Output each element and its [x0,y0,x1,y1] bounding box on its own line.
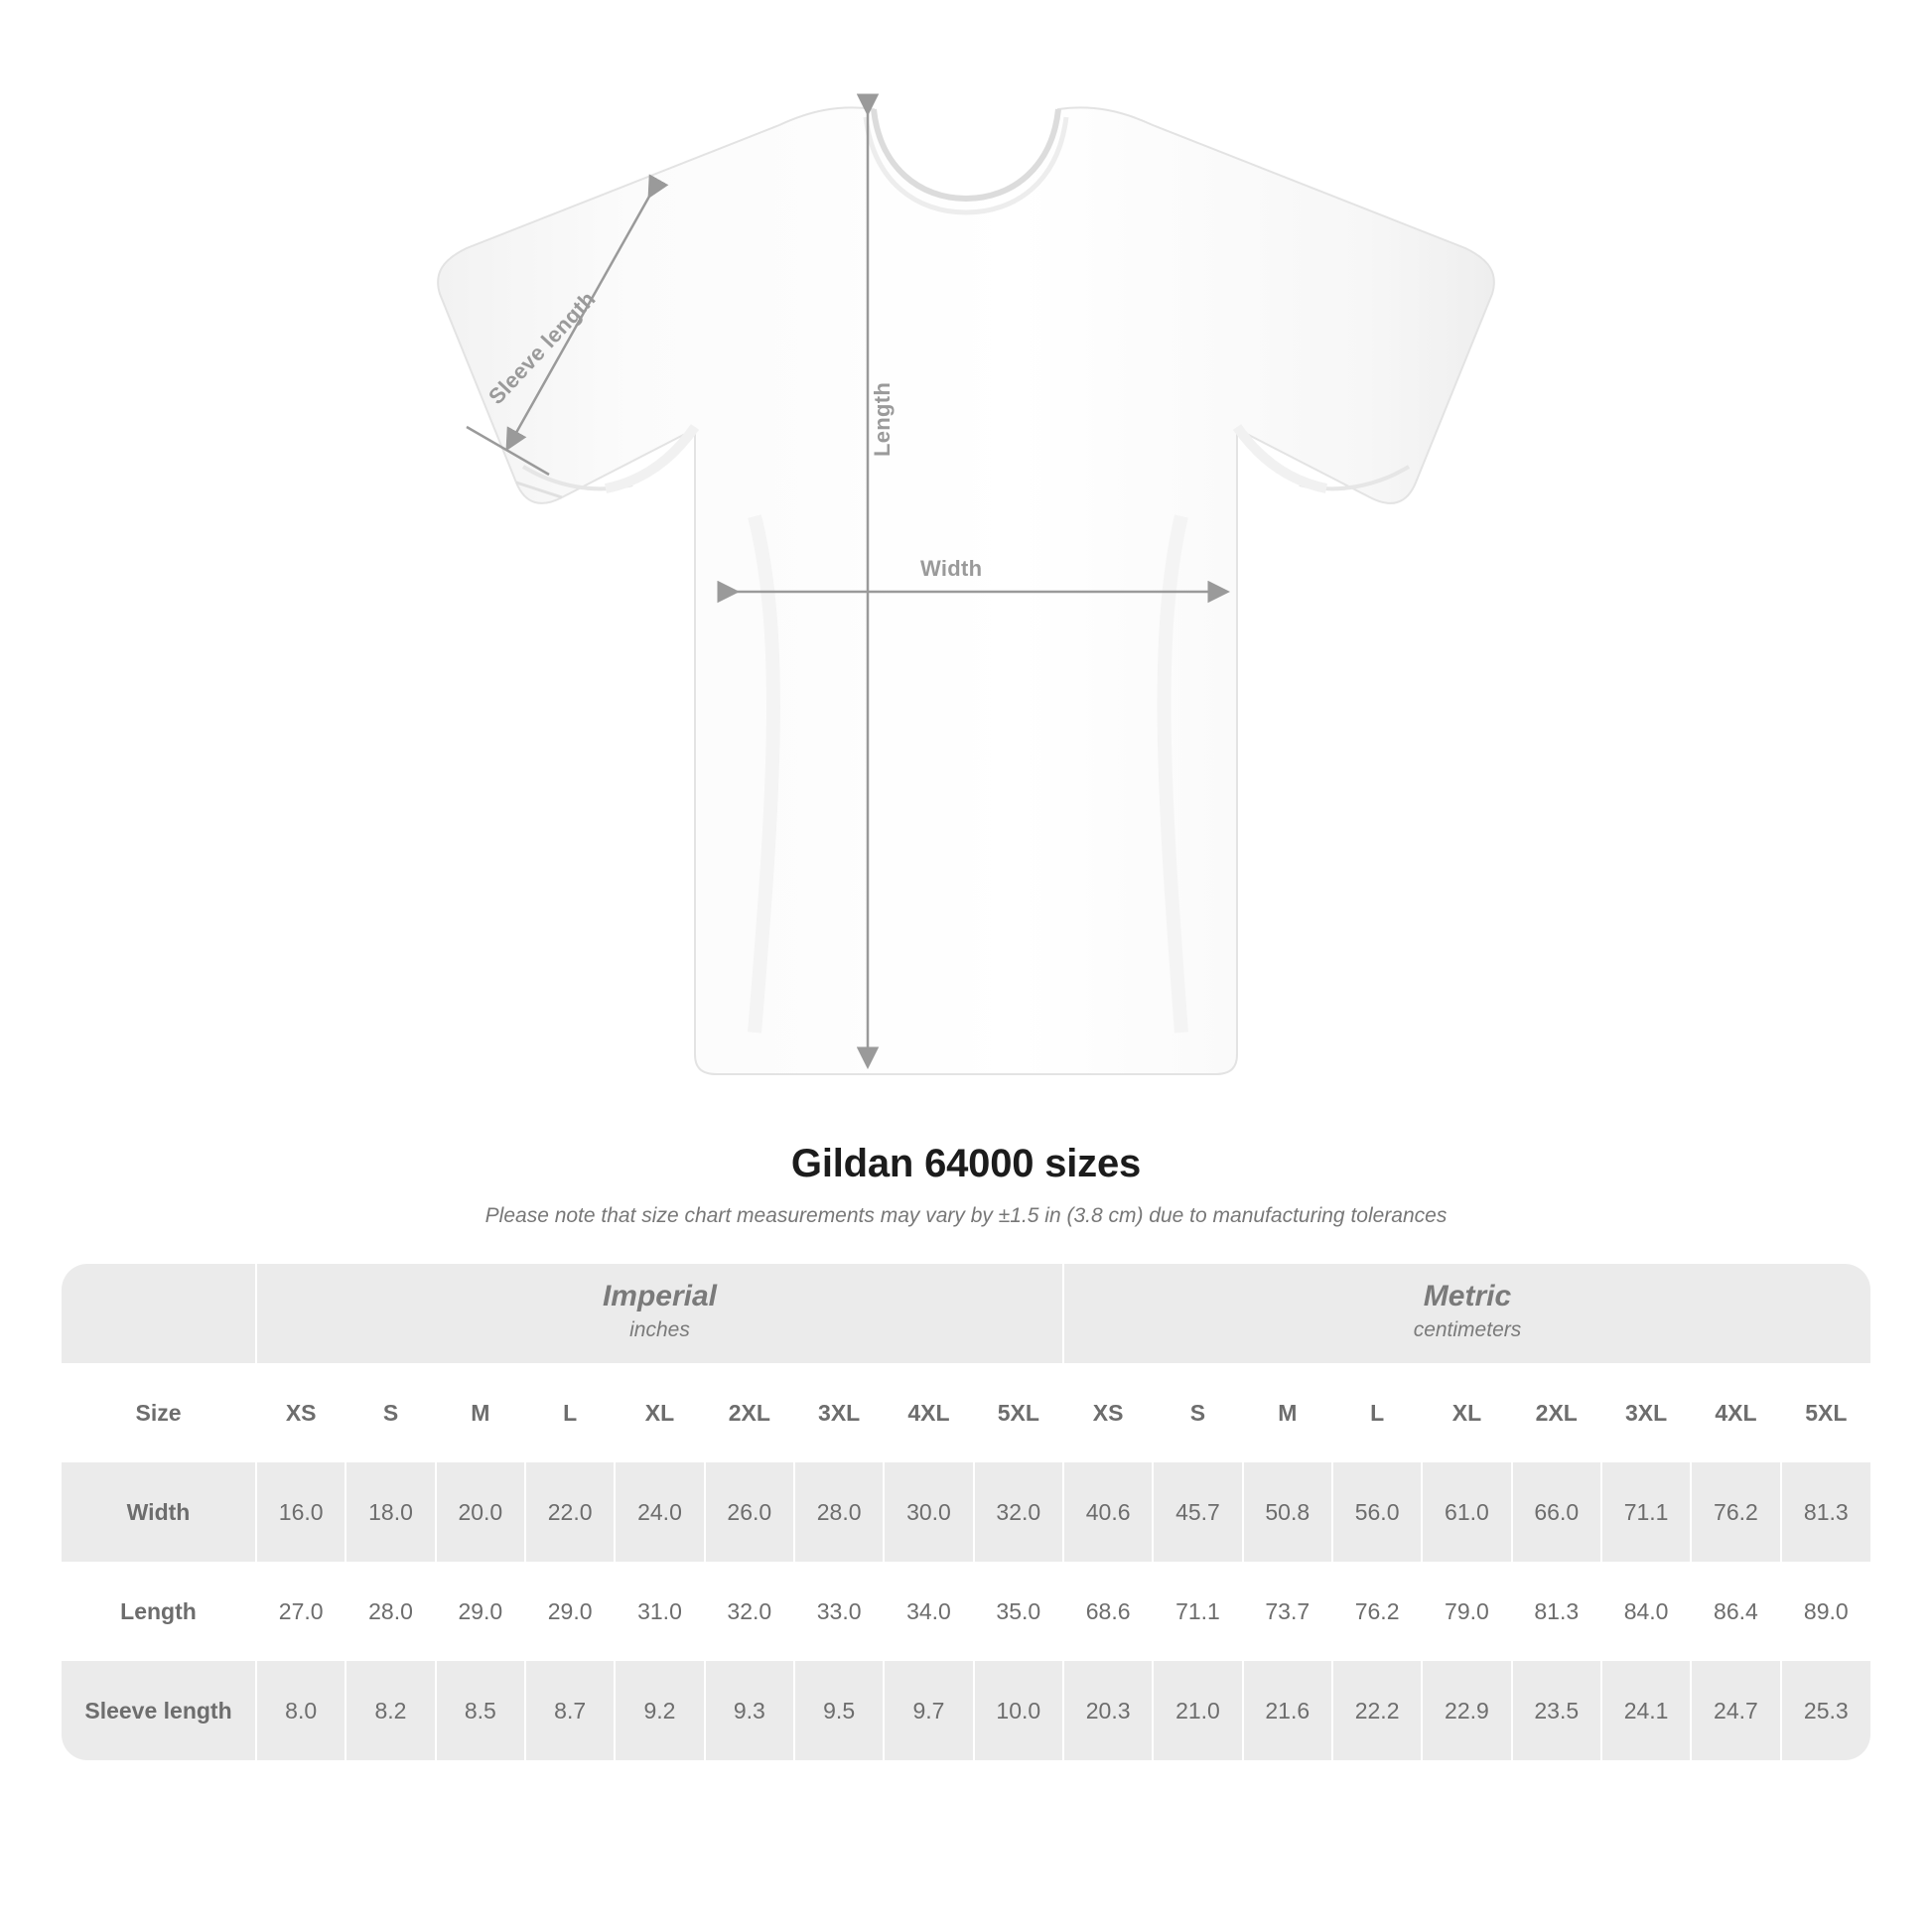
label-width: Width [920,556,983,581]
cell-value: 76.2 [1691,1462,1780,1562]
cell-value: 35.0 [974,1562,1063,1661]
cell-value: 28.0 [345,1562,435,1661]
cell-value: 8.2 [345,1661,435,1760]
cell-value: 31.0 [615,1562,704,1661]
cell-value: 66.0 [1512,1462,1601,1562]
cell-value: 21.0 [1153,1661,1242,1760]
cell-value: 22.2 [1332,1661,1422,1760]
page-title: Gildan 64000 sizes [790,1142,1142,1185]
column-header-row [62,1363,1870,1462]
column-header-metric-4xl: 4XL [1691,1363,1780,1462]
cell-value: 26.0 [705,1462,794,1562]
cell-value: 50.8 [1243,1462,1332,1562]
corner-cell [62,1264,256,1363]
column-header-metric-2xl: 2XL [1512,1363,1601,1462]
cell-value: 20.0 [436,1462,525,1562]
cell-value: 25.3 [1781,1661,1870,1760]
unit-metric-name: Metric [1423,1279,1512,1312]
column-header-imperial-4xl: 4XL [884,1363,973,1462]
cell-value: 22.9 [1422,1661,1511,1760]
column-header-metric-xl: XL [1422,1363,1511,1462]
unit-metric-sub: centimeters [1413,1318,1522,1342]
cell-value: 71.1 [1153,1562,1242,1661]
column-header-metric-s: S [1153,1363,1242,1462]
size-table-wrapper [62,1264,1870,1760]
unit-group-imperial [256,1264,1063,1363]
cell-value: 29.0 [436,1562,525,1661]
row-label-sleeve-length: Sleeve length [62,1661,256,1760]
cell-value: 24.7 [1691,1661,1780,1760]
cell-value: 79.0 [1422,1562,1511,1661]
row-header-size: Size [62,1363,256,1462]
row-label-length: Length [62,1562,256,1661]
cell-value: 9.2 [615,1661,704,1760]
unit-imperial-sub: inches [629,1318,690,1342]
column-header-imperial-l: L [525,1363,615,1462]
cell-value: 76.2 [1332,1562,1422,1661]
title-block [0,1142,1932,1228]
column-header-imperial-2xl: 2XL [705,1363,794,1462]
cell-value: 8.5 [436,1661,525,1760]
cell-value: 30.0 [884,1462,973,1562]
unit-imperial-name: Imperial [602,1279,717,1312]
cell-value: 22.0 [525,1462,615,1562]
cell-value: 24.1 [1601,1661,1691,1760]
size-table-body [62,1462,1870,1760]
cell-value: 21.6 [1243,1661,1332,1760]
cell-value: 32.0 [974,1462,1063,1562]
cell-value: 18.0 [345,1462,435,1562]
cell-value: 27.0 [256,1562,345,1661]
cell-value: 81.3 [1781,1462,1870,1562]
cell-value: 56.0 [1332,1462,1422,1562]
row-label-width: Width [62,1462,256,1562]
cell-value: 86.4 [1691,1562,1780,1661]
cell-value: 40.6 [1063,1462,1153,1562]
cell-value: 9.7 [884,1661,973,1760]
tolerance-note: Please note that size chart measurements may vary by ±1.5 in (3.8 cm) due to manufacturing tolerances [484,1204,1448,1227]
cell-value: 24.0 [615,1462,704,1562]
cell-value: 61.0 [1422,1462,1511,1562]
cell-value: 34.0 [884,1562,973,1661]
column-header-imperial-s: S [345,1363,435,1462]
cell-value: 33.0 [794,1562,884,1661]
cell-value: 89.0 [1781,1562,1870,1661]
table-row [62,1661,1870,1760]
cell-value: 16.0 [256,1462,345,1562]
cell-value: 28.0 [794,1462,884,1562]
column-header-metric-l: L [1332,1363,1422,1462]
cell-value: 84.0 [1601,1562,1691,1661]
cell-value: 32.0 [705,1562,794,1661]
column-header-metric-m: M [1243,1363,1332,1462]
cell-value: 9.5 [794,1661,884,1760]
table-row [62,1562,1870,1661]
label-length: Length [870,381,895,457]
unit-header-row [62,1264,1870,1363]
column-header-imperial-5xl: 5XL [974,1363,1063,1462]
size-table [62,1264,1870,1760]
cell-value: 20.3 [1063,1661,1153,1760]
cell-value: 8.7 [525,1661,615,1760]
column-header-metric-3xl: 3XL [1601,1363,1691,1462]
cell-value: 8.0 [256,1661,345,1760]
cell-value: 9.3 [705,1661,794,1760]
table-row [62,1462,1870,1562]
cell-value: 81.3 [1512,1562,1601,1661]
cell-value: 10.0 [974,1661,1063,1760]
column-header-imperial-3xl: 3XL [794,1363,884,1462]
column-header-imperial-xs: XS [256,1363,345,1462]
cell-value: 29.0 [525,1562,615,1661]
label-sleeve-length: Sleeve length [483,286,601,410]
cell-value: 68.6 [1063,1562,1153,1661]
cell-value: 23.5 [1512,1661,1601,1760]
column-header-imperial-m: M [436,1363,525,1462]
cell-value: 73.7 [1243,1562,1332,1661]
cell-value: 45.7 [1153,1462,1242,1562]
column-header-metric-xs: XS [1063,1363,1153,1462]
column-header-metric-5xl: 5XL [1781,1363,1870,1462]
column-header-imperial-xl: XL [615,1363,704,1462]
cell-value: 71.1 [1601,1462,1691,1562]
unit-group-metric [1063,1264,1870,1363]
